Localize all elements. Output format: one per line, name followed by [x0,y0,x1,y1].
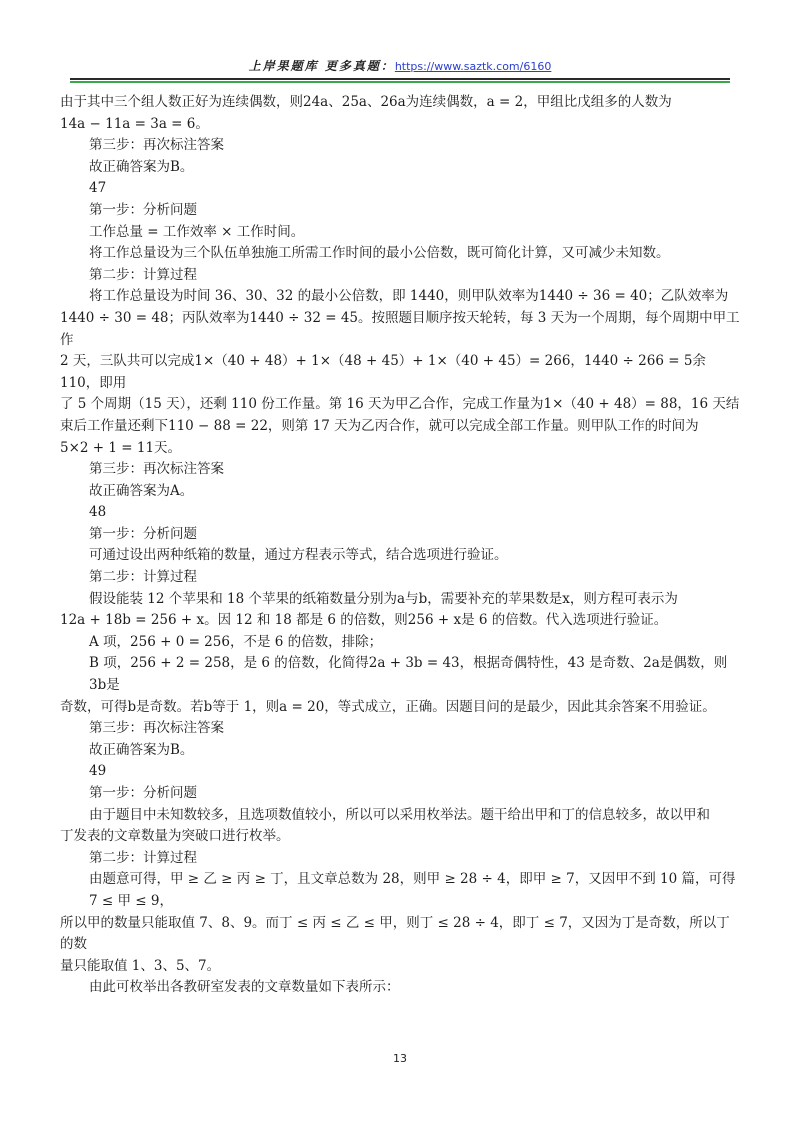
text-line: 故正确答案为B。 [89,158,194,175]
page-number: 13 [393,1052,407,1065]
text-line: B 项，256 + 2 = 258，是 6 的倍数，化简得2a + 3b = 43，根据奇偶特性，43 是奇数、2a是偶数，则3b是 [89,655,728,694]
text-line: 将工作总量设为三个队伍单独施工所需工作时间的最小公倍数，既可简化计算，又可减少未知数。 [89,245,670,262]
header-label: 上岸果题库 更多真题： [248,59,395,73]
text-line: 49 [89,763,107,780]
header-link[interactable]: https://www.saztk.com/6160 [394,60,552,73]
text-line: 第二步：计算过程 [89,266,197,283]
text-line: 假设能装 12 个苹果和 18 个苹果的纸箱数量分别为a与b，需要补充的苹果数是x，则方程可表示为 [89,590,678,607]
text-line: 2 天，三队共可以完成1×（40 + 48）+ 1×（48 + 45）+ 1×（40 + 45）= 266，1440 ÷ 266 = 5余110，即用 [60,353,706,391]
text-line: 可通过设出两种纸箱的数量，通过方程表示等式，结合选项进行验证。 [89,547,508,564]
text-line: 第一步：分析问题 [89,785,197,801]
text-line: 由于其中三个组人数正好为连续偶数，则24a、25a、26a为连续偶数，a = 2，甲组比戊组多的人数为 [60,94,672,110]
text-line: 47 [89,180,107,197]
header-divider-green [70,81,730,83]
text-line: 奇数，可得b是奇数。若b等于 1，则a = 20，等式成立，正确。因题目问的是最少，因此其余答案不用验证。 [60,698,716,715]
text-line: 第三步：再次标注答案 [89,720,224,737]
text-line: 所以甲的数量只能取值 7、8、9。而丁 ≤ 丙 ≤ 乙 ≤ 甲，则丁 ≤ 28 ÷ 4，即丁 ≤ 7，又因为丁是奇数，所以丁的数 [60,914,730,953]
text-line: 14a − 11a = 3a = 6。 [60,115,209,132]
text-line: 由题意可得，甲 ≥ 乙 ≥ 丙 ≥ 丁，且文章总数为 28，则甲 ≥ 28 ÷ 4，即甲 ≥ 7，又因甲不到 10 篇，可得7 ≤ 甲 ≤ 9， [89,871,736,909]
document-body [60,92,740,999]
text-line: 5×2 + 1 = 11天。 [60,439,182,456]
text-line: 由此可枚举出各教研室发表的文章数量如下表所示： [89,979,400,996]
text-line: 12a + 18b = 256 + x。因 12 和 18 都是 6 的倍数，则256 + x是 6 的倍数。代入选项进行验证。 [60,612,668,629]
text-line: 故正确答案为B。 [89,741,194,758]
text-line: 丁发表的文章数量为突破口进行枚举。 [60,828,290,845]
text-line: 第一步：分析问题 [89,525,197,542]
text-line: 第一步：分析问题 [89,201,197,218]
header-divider-dark [70,78,730,80]
text-line: 48 [89,504,107,521]
text-line: 1440 ÷ 30 = 48；丙队效率为1440 ÷ 32 = 45。按照题目顺序按天轮转，每 3 天为一个周期，每个周期中甲工作 [60,309,740,348]
text-line: 故正确答案为A。 [89,482,194,499]
text-line: 将工作总量设为时间 36、30、32 的最小公倍数，即 1440，则甲队效率为1440 ÷ 36 = 40；乙队效率为 [89,288,729,305]
text-line: 第二步：计算过程 [89,849,197,866]
text-line: 工作总量 = 工作效率 × 工作时间。 [89,223,305,240]
text-line: 第三步：再次标注答案 [89,137,224,154]
text-line: 束后工作量还剩下110 − 88 = 22，则第 17 天为乙丙合作，就可以完成全部工作量。则甲队工作的时间为 [60,417,699,434]
text-line: 第二步：计算过程 [89,569,197,586]
text-line: 量只能取值 1、3、5、7。 [60,957,221,974]
text-line: A 项，256 + 0 = 256，不是 6 的倍数，排除； [89,633,383,650]
page-header [0,56,800,76]
text-line: 第三步：再次标注答案 [89,461,224,478]
text-line: 了 5 个周期（15 天），还剩 110 份工作量。第 16 天为甲乙合作，完成工作量为1×（40 + 48）= 88，16 天结 [60,396,740,413]
text-line: 由于题目中未知数较多，且选项数值较小，所以可以采用枚举法。题干给出甲和丁的信息较多，故以甲和 [89,806,710,823]
